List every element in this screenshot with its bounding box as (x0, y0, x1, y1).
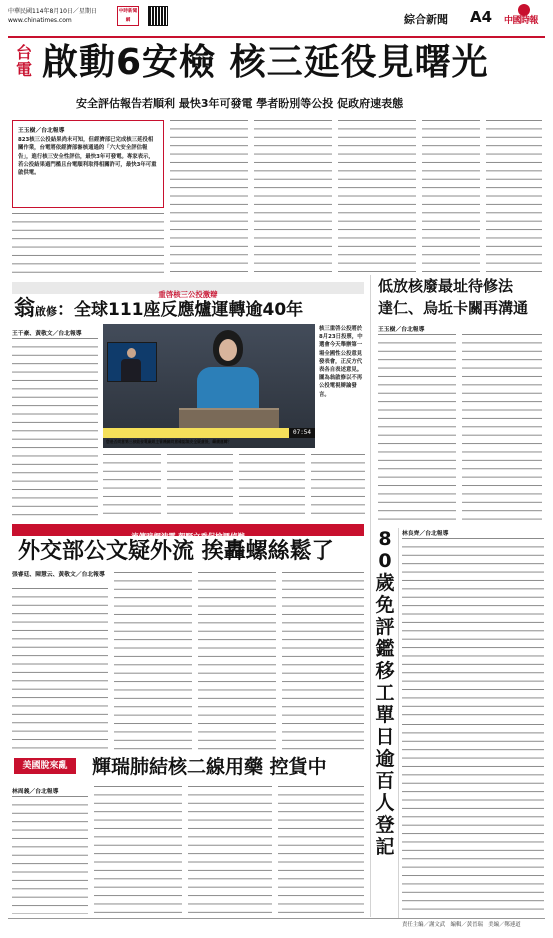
lead-body-col-6 (486, 120, 542, 272)
story2-byline: 王玉樹／台北報導 (378, 327, 425, 333)
story1-headline-name: 翁 (14, 296, 35, 320)
page-number: A4 (470, 8, 493, 26)
speaker-small-figure (119, 348, 143, 380)
story2-body-col-1 (378, 334, 456, 520)
story4-body-col-2 (94, 786, 182, 914)
story2-body-col-2 (462, 334, 542, 520)
story3-body-col-3 (198, 572, 276, 752)
website-url[interactable]: www.chinatimes.com (8, 17, 72, 24)
story3-body-col-4 (282, 572, 364, 752)
lead-body-col-5 (422, 120, 480, 272)
story4-tag: 美國脫來亂 (14, 758, 76, 774)
masthead (8, 6, 545, 36)
small-logo (117, 6, 139, 26)
story4-headline: 輝瑞肺結核二線用藥 控貨中 (92, 756, 327, 778)
column-rule (398, 528, 399, 918)
story1-body-col-2 (103, 454, 161, 520)
footer-rule (8, 918, 545, 919)
photo-screen-caption: 您是否同意第三核能發電廠經主管機關同意確認無安全疑慮後，繼續運轉？ (106, 439, 232, 444)
story2-headline-a: 低放核廢最址待修法 (378, 277, 514, 295)
story4-body-col-4 (278, 786, 364, 914)
story1-body-col-4 (239, 454, 305, 520)
story4-body-col-3 (188, 786, 272, 914)
story1-byline: 王千豪、黃敬文／台北報導 (12, 331, 82, 337)
issue-date: 中華民國114年8月10日／星期日 (8, 8, 97, 15)
story1-tag: 重啓核三公投激辯 (158, 290, 218, 299)
lead-body-col-3 (254, 120, 332, 272)
story2-headline-b: 達仁、烏坵卡關再溝通 (378, 299, 529, 317)
lead-summary-box (12, 120, 164, 208)
story3-body-col-1 (12, 588, 108, 752)
story3-headline: 外交部公文疑外流 挨轟螺絲鬆了 (18, 539, 334, 564)
story5-body-col-2 (402, 724, 544, 914)
story4-byline: 林周義／台北報導 (12, 789, 59, 795)
story1-body-col-1 (12, 338, 98, 520)
story5-byline: 林良齊／台北報導 (402, 531, 449, 537)
story1-headline-name-sub: 啟修 (35, 305, 57, 318)
footer-credits: 責任主編／謝文武 編輯／黃晉瑞 美編／鄭連道 (402, 922, 521, 928)
story1-body-col-5 (311, 454, 365, 520)
story5-body-col-1 (402, 538, 544, 718)
brand-name: 中國時報 (504, 16, 539, 26)
lead-headline: 啟動6安檢 核三延役見曙光 (42, 42, 489, 83)
lead-subhead: 安全評估報告若順利 最快3年可發電 學者盼別等公投 促政府速表態 (76, 97, 404, 110)
brand-mark-icon (518, 4, 530, 16)
lead-body-col-4 (338, 120, 416, 272)
lead-body-col-2 (170, 120, 248, 272)
story1-headline (14, 292, 364, 326)
section-name: 綜合新聞 (404, 13, 448, 26)
story1-body-col-3 (167, 454, 233, 520)
photo-clock: 07:54 (289, 428, 315, 438)
story5-headline: 80歲免評鑑移工 單日逾百人登記 (375, 528, 395, 858)
story4-body-col-1 (12, 796, 88, 914)
story3-tag: 流傳暗網洩露 朝野立委促檢調偵辦 (131, 532, 245, 541)
lead-kicker: 台電 (16, 43, 33, 79)
lead-body-col-1 (12, 213, 164, 273)
story3-tag-bar (12, 524, 364, 541)
story1-photo-caption: 核三重啓公投將於8月23日投票，中選會今天舉辦第一場全國性公投意見發表會，正反方代表各自表述意見。圖為翁啟修以不再公投電視辯論發言。 (319, 326, 363, 398)
qr-code-icon (148, 6, 168, 26)
story3-byline: 張睿廷、陳慧云、黃敬文／台北報導 (12, 572, 105, 578)
story1-headline-quote: ：全球111座反應爐運轉逾40年 (57, 300, 304, 320)
podium (179, 408, 279, 430)
column-rule (370, 275, 371, 917)
photo-screen-caption-bar (103, 428, 315, 444)
brand-logo (504, 4, 546, 36)
small-logo-text: 中時新聞網 (118, 9, 138, 23)
lead-byline: 王玉樹／台北報導 (18, 128, 65, 134)
lead-summary: 823核三公投結果尚未可知，但經濟部已完成核三延役相關作業，台電將依經濟部審核通過的「六大安全評估報告」，進行核三安全性評估，最快3年可發電。專家表示，若公投結果過門檻且台電順利取得相關許可，最快3年可重啟供電。 (18, 137, 157, 177)
story3-body-col-2 (114, 572, 192, 752)
story1-photo (103, 324, 315, 448)
